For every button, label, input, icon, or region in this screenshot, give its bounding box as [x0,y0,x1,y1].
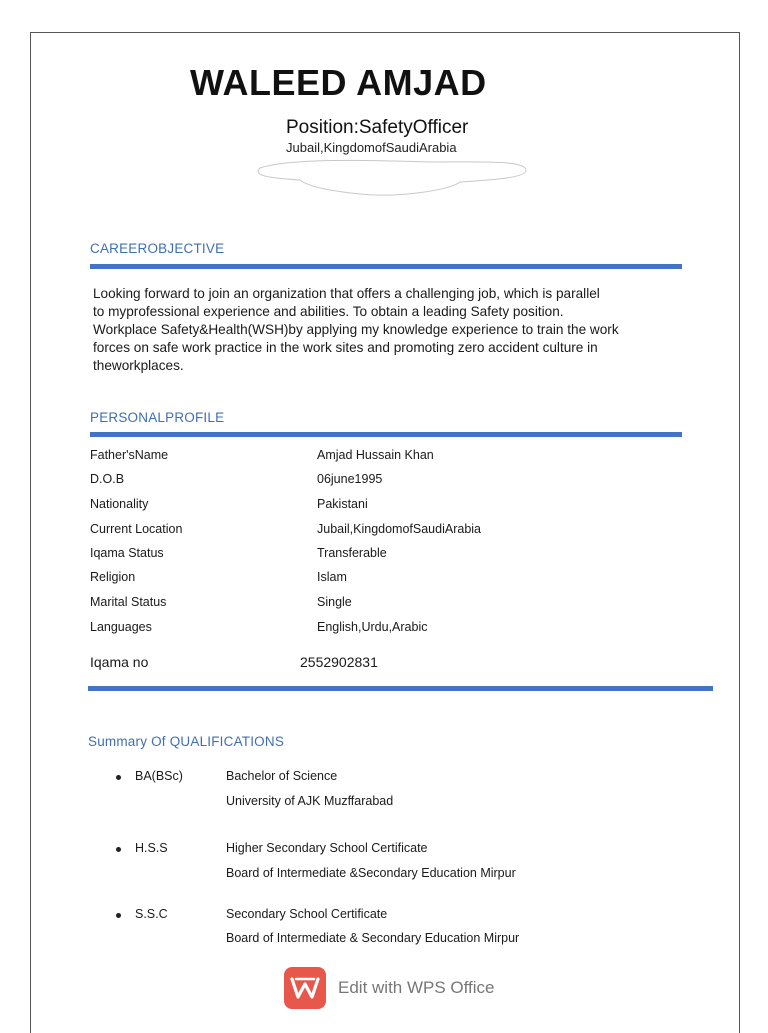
profile-label: Religion [90,570,136,584]
wps-logo-icon [284,967,326,1009]
profile-label: Languages [90,620,152,634]
position-title: Position:SafetyOfficer [286,117,469,138]
profile-label: Iqama Status [90,546,164,560]
career-objective-heading: CAREEROBJECTIVE [90,241,225,256]
wps-label: Edit with WPS Office [338,978,495,997]
profile-label: Current Location [90,522,183,536]
iqama-number-value: 2552902831 [300,654,378,670]
career-objective-text [93,285,676,375]
qualification-institution: Board of Intermediate & Secondary Education Mirpur [226,931,520,945]
bullet-icon [116,847,121,852]
profile-value: Islam [317,570,347,584]
iqama-number-label: Iqama no [90,654,149,670]
qualification-code: BA(BSc) [135,769,183,783]
objective-line: Looking forward to join an organization that offers a challenging job, which is parallel [93,286,600,301]
qualification-title: Secondary School Certificate [226,907,388,921]
qualification-institution: University of AJK Muzffarabad [226,794,394,808]
header-location: Jubail,KingdomofSaudiArabia [286,140,457,155]
profile-value: English,Urdu,Arabic [317,620,428,634]
profile-value: Pakistani [317,497,368,511]
section-divider [90,264,682,269]
qualification-code: H.S.S [135,841,168,855]
profile-value: Amjad Hussain Khan [317,448,434,462]
candidate-name: WALEED AMJAD [190,62,487,103]
profile-value: Single [317,595,352,609]
qualification-institution: Board of Intermediate &Secondary Education Mirpur [226,866,516,880]
qualification-title: Higher Secondary School Certificate [226,841,428,855]
objective-line: to myprofessional experience and abilities. To obtain a leading Safety position. [93,304,564,319]
bullet-icon [116,775,121,780]
qualifications-heading: Summary Of QUALIFICATIONS [88,734,285,749]
profile-value: 06june1995 [317,472,383,486]
profile-label: Nationality [90,497,149,511]
objective-line: theworkplaces. [93,358,184,373]
bullet-icon [116,913,121,918]
section-divider [90,432,682,437]
qualification-title: Bachelor of Science [226,769,338,783]
edit-with-wps-button[interactable] [284,966,495,1010]
personal-profile-heading: PERSONALPROFILE [90,410,225,425]
profile-label: Marital Status [90,595,167,609]
profile-value: Jubail,KingdomofSaudiArabia [317,522,481,536]
profile-label: D.O.B [90,472,125,486]
section-divider [88,686,713,691]
redacted-contact-area [250,154,530,200]
objective-line: forces on safe work practice in the work sites and promoting zero accident culture in [93,340,598,355]
profile-label: Father'sName [90,448,169,462]
profile-value: Transferable [317,546,387,560]
qualification-code: S.S.C [135,907,168,921]
objective-line: Workplace Safety&Health(WSH)by applying my knowledge experience to train the work [93,322,619,337]
